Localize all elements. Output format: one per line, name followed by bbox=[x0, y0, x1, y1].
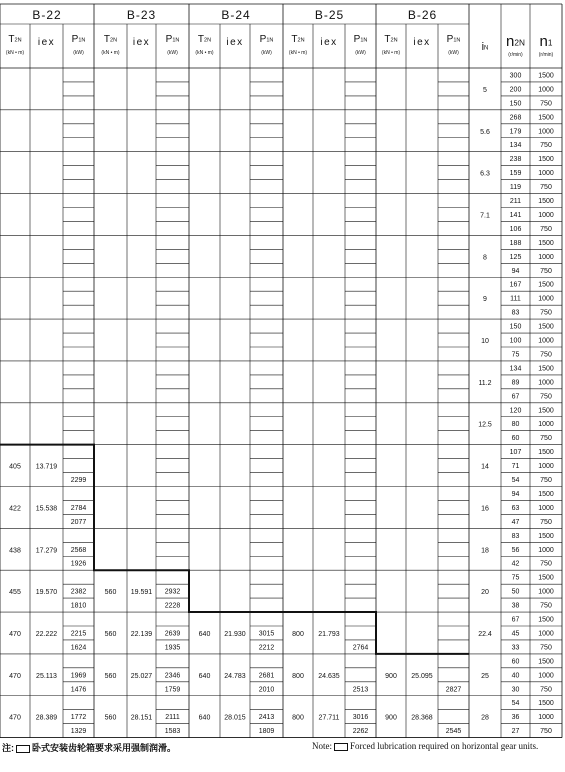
forced-lubrication-marker-icon bbox=[16, 745, 30, 753]
input-speed-value: 750 bbox=[540, 477, 552, 485]
output-speed-value: 50 bbox=[511, 588, 520, 596]
input-speed-value: 750 bbox=[540, 267, 552, 275]
power-value: 1935 bbox=[164, 644, 181, 652]
power-value: 2111 bbox=[165, 714, 180, 722]
input-speed-value: 750 bbox=[540, 560, 552, 568]
group-header-b-26: B-26 bbox=[407, 8, 438, 22]
column-header-power: P1N bbox=[259, 34, 274, 45]
input-speed-value: 750 bbox=[540, 602, 552, 610]
iex-value: 25.113 bbox=[36, 672, 57, 680]
group-header-b-23: B-23 bbox=[126, 8, 157, 22]
power-value: 2513 bbox=[352, 686, 369, 694]
output-speed-value: 42 bbox=[511, 560, 520, 568]
output-speed-value: 63 bbox=[511, 504, 520, 512]
column-header-iex: iex bbox=[226, 37, 244, 48]
ratio-value: 25 bbox=[481, 672, 489, 680]
power-value: 1969 bbox=[70, 672, 87, 680]
torque-value: 560 bbox=[104, 630, 117, 638]
input-speed-value: 1500 bbox=[538, 574, 554, 582]
ratio-value: 8 bbox=[483, 254, 487, 262]
output-speed-value: 75 bbox=[511, 574, 520, 582]
ratio-value: 6.3 bbox=[480, 170, 490, 178]
output-speed-value: 83 bbox=[511, 532, 520, 540]
column-header-torque: T2N bbox=[197, 34, 212, 45]
iex-value: 22.139 bbox=[130, 630, 153, 638]
output-speed-value: 67 bbox=[511, 393, 520, 401]
iex-value: 21.930 bbox=[224, 630, 246, 638]
iex-value: 28.389 bbox=[35, 714, 58, 722]
input-speed-value: 1500 bbox=[538, 700, 554, 708]
power-value: 2077 bbox=[70, 518, 87, 526]
group-header-b-24: B-24 bbox=[221, 8, 251, 22]
ratio-value: 22.4 bbox=[478, 630, 492, 638]
ratio-value: 5 bbox=[483, 86, 487, 94]
output-speed-value: 120 bbox=[509, 407, 522, 415]
output-speed-value: 83 bbox=[511, 309, 520, 317]
input-speed-value: 1000 bbox=[538, 714, 554, 722]
iex-value: 19.591 bbox=[130, 589, 153, 597]
power-value: 1476 bbox=[70, 686, 87, 694]
output-speed-value: 33 bbox=[511, 644, 520, 652]
ratio-value: 10 bbox=[481, 338, 489, 346]
power-value: 3016 bbox=[352, 714, 369, 722]
input-speed-value: 1500 bbox=[538, 449, 554, 457]
group-header-b-25: B-25 bbox=[314, 8, 345, 22]
output-speed-value: 200 bbox=[509, 86, 522, 94]
input-speed-value: 1000 bbox=[538, 421, 554, 429]
input-speed-value: 1000 bbox=[538, 295, 554, 303]
input-speed-value: 750 bbox=[540, 100, 552, 108]
power-value: 2681 bbox=[258, 672, 275, 680]
output-speed-value: 119 bbox=[509, 184, 522, 192]
input-speed-value: 1000 bbox=[538, 504, 554, 512]
iex-value: 25.095 bbox=[411, 672, 433, 680]
power-value: 1329 bbox=[70, 728, 87, 736]
power-value: 2932 bbox=[164, 588, 181, 596]
output-speed-value: 141 bbox=[509, 211, 522, 219]
output-speed-value: 56 bbox=[511, 546, 520, 554]
column-header-torque: T2N bbox=[291, 34, 305, 45]
torque-value: 900 bbox=[385, 714, 397, 722]
iex-value: 28.368 bbox=[411, 714, 433, 722]
input-speed-value: 1500 bbox=[538, 658, 554, 666]
input-speed-value: 1000 bbox=[538, 630, 554, 638]
output-speed-value: 36 bbox=[511, 714, 520, 722]
input-speed-value: 1500 bbox=[538, 281, 554, 289]
output-speed-value: 100 bbox=[509, 337, 522, 345]
torque-value: 560 bbox=[104, 714, 117, 722]
column-header-unit: (kN • m) bbox=[195, 50, 214, 56]
output-speed-value: 40 bbox=[511, 672, 520, 680]
torque-value: 560 bbox=[104, 672, 117, 680]
column-header-unit: (kW) bbox=[448, 50, 459, 56]
power-value: 2215 bbox=[70, 630, 87, 638]
output-speed-value: 54 bbox=[511, 477, 520, 485]
output-speed-value: 159 bbox=[509, 170, 522, 178]
output-speed-value: 179 bbox=[509, 128, 522, 136]
torque-value: 405 bbox=[9, 463, 21, 471]
ratio-value: 28 bbox=[481, 714, 489, 722]
column-header-iex: iex bbox=[413, 37, 431, 48]
output-speed-value: 125 bbox=[509, 253, 522, 261]
torque-value: 800 bbox=[292, 672, 304, 680]
input-speed-value: 1500 bbox=[538, 239, 554, 247]
ratio-value: 11.2 bbox=[478, 379, 492, 387]
input-speed-value: 1500 bbox=[538, 156, 554, 164]
column-header-torque: T2N bbox=[8, 34, 22, 45]
output-speed-value: 150 bbox=[509, 100, 522, 108]
input-speed-value: 750 bbox=[540, 184, 552, 192]
input-speed-value: 750 bbox=[540, 309, 552, 317]
power-value: 2228 bbox=[164, 602, 181, 610]
column-header-power: P1N bbox=[353, 34, 368, 45]
power-value: 1624 bbox=[70, 644, 87, 652]
input-speed-value: 1500 bbox=[538, 616, 554, 624]
output-speed-value: 80 bbox=[511, 421, 520, 429]
input-speed-value: 750 bbox=[540, 644, 552, 652]
output-speed-value: 268 bbox=[509, 114, 522, 122]
input-speed-value: 1500 bbox=[538, 365, 554, 373]
ratio-value: 18 bbox=[481, 547, 489, 555]
power-value: 2382 bbox=[70, 588, 87, 596]
power-value: 1583 bbox=[164, 728, 181, 736]
power-value: 1759 bbox=[164, 686, 181, 694]
output-speed-value: 94 bbox=[511, 267, 520, 275]
torque-value: 470 bbox=[9, 714, 21, 722]
torque-value: 560 bbox=[104, 589, 117, 597]
column-header-unit: (kW) bbox=[355, 50, 366, 56]
output-speed-value: 111 bbox=[510, 295, 521, 303]
iex-value: 24.783 bbox=[224, 672, 246, 680]
input-speed-value: 750 bbox=[540, 686, 552, 694]
input-speed-value: 1000 bbox=[538, 379, 554, 387]
output-speed-value: 67 bbox=[511, 616, 520, 624]
column-header-power: P1N bbox=[165, 34, 180, 45]
power-value: 2262 bbox=[352, 728, 369, 736]
power-value: 1810 bbox=[70, 602, 87, 610]
power-value: 1809 bbox=[258, 728, 275, 736]
output-speed-value: 27 bbox=[511, 728, 520, 736]
torque-value: 470 bbox=[9, 630, 21, 638]
power-value: 2545 bbox=[445, 728, 462, 736]
column-header-power: P1N bbox=[446, 34, 461, 45]
torque-value: 800 bbox=[292, 714, 304, 722]
output-speed-value: 300 bbox=[509, 72, 522, 80]
input-speed-value: 1500 bbox=[538, 72, 554, 80]
ratio-value: 12.5 bbox=[478, 421, 492, 429]
column-header-unit: (kN • m) bbox=[288, 50, 308, 56]
power-value: 3015 bbox=[258, 630, 275, 638]
chinese-note-text: 卧式安装齿轮箱要求采用强制润滑。 bbox=[32, 743, 177, 753]
column-header-iex: iex bbox=[320, 37, 338, 48]
column-header-iex: iex bbox=[37, 37, 56, 48]
group-header-b-22: B-22 bbox=[32, 8, 62, 22]
ratio-value: 9 bbox=[483, 296, 487, 304]
input-speed-value: 1000 bbox=[538, 463, 554, 471]
iex-value: 24.635 bbox=[318, 672, 340, 680]
torque-value: 640 bbox=[198, 630, 211, 638]
input-speed-value: 1000 bbox=[538, 546, 554, 554]
torque-value: 438 bbox=[9, 547, 21, 555]
iex-value: 21.793 bbox=[318, 630, 340, 638]
iex-value: 17.279 bbox=[35, 547, 58, 555]
ratio-value: 7.1 bbox=[480, 212, 490, 220]
output-speed-value: 106 bbox=[509, 225, 522, 233]
input-speed-value: 750 bbox=[540, 351, 552, 359]
chinese-note-prefix: 注: bbox=[2, 743, 14, 753]
power-value: 2346 bbox=[164, 672, 181, 680]
forced-lubrication-marker-icon bbox=[334, 743, 348, 751]
ratio-value: 14 bbox=[481, 463, 489, 471]
output-speed-value: 150 bbox=[509, 323, 522, 331]
input-speed-value: 1000 bbox=[538, 253, 554, 261]
output-speed-value: 211 bbox=[509, 198, 522, 206]
input-speed-value: 750 bbox=[540, 393, 552, 401]
column-header-ratio: iN bbox=[481, 41, 489, 53]
input-speed-value: 1500 bbox=[538, 532, 554, 540]
iex-value: 27.711 bbox=[318, 714, 340, 722]
output-speed-value: 107 bbox=[509, 449, 522, 457]
output-speed-value: 238 bbox=[509, 156, 522, 164]
output-speed-value: 94 bbox=[511, 490, 520, 498]
column-header-output-speed: n2N bbox=[506, 33, 525, 50]
output-speed-value: 60 bbox=[511, 435, 520, 443]
power-value: 2212 bbox=[258, 644, 275, 652]
input-speed-value: 750 bbox=[540, 142, 552, 150]
output-speed-value: 75 bbox=[511, 351, 520, 359]
iex-value: 19.570 bbox=[35, 589, 58, 597]
column-header-unit: (kW) bbox=[261, 50, 272, 56]
input-speed-value: 750 bbox=[540, 728, 552, 736]
english-note-prefix: Note: bbox=[312, 741, 332, 751]
ratio-value: 16 bbox=[481, 505, 489, 513]
chinese-note bbox=[2, 741, 176, 754]
iex-value: 15.538 bbox=[35, 505, 58, 513]
column-header-unit: (kW) bbox=[167, 50, 178, 56]
torque-value: 455 bbox=[9, 589, 21, 597]
column-header-unit: (kN • m) bbox=[101, 50, 120, 56]
torque-value: 800 bbox=[292, 630, 304, 638]
column-header-input-speed: n1 bbox=[539, 33, 553, 50]
column-header-output-speed-unit: (r/min) bbox=[508, 52, 523, 58]
column-header-unit: (kN • m) bbox=[5, 50, 25, 56]
iex-value: 13.719 bbox=[35, 463, 58, 471]
input-speed-value: 1000 bbox=[538, 86, 554, 94]
torque-value: 470 bbox=[9, 672, 21, 680]
output-speed-value: 45 bbox=[511, 630, 520, 638]
output-speed-value: 167 bbox=[509, 281, 522, 289]
output-speed-value: 47 bbox=[511, 518, 520, 526]
column-header-unit: (kW) bbox=[73, 50, 84, 56]
output-speed-value: 134 bbox=[509, 365, 522, 373]
column-header-input-speed-unit: (r/min) bbox=[538, 52, 554, 58]
input-speed-value: 1000 bbox=[538, 170, 554, 178]
torque-value: 422 bbox=[9, 505, 21, 513]
column-header-torque: T2N bbox=[103, 34, 118, 45]
power-value: 2784 bbox=[70, 504, 87, 512]
input-speed-value: 1000 bbox=[538, 211, 554, 219]
input-speed-value: 1500 bbox=[538, 323, 554, 331]
input-speed-value: 750 bbox=[540, 225, 552, 233]
input-speed-value: 1000 bbox=[538, 672, 554, 680]
ratio-value: 5.6 bbox=[480, 128, 490, 136]
column-header-unit: (kN • m) bbox=[381, 50, 401, 56]
column-header-iex: iex bbox=[132, 37, 151, 48]
input-speed-value: 1000 bbox=[538, 588, 554, 596]
output-speed-value: 134 bbox=[509, 142, 522, 150]
output-speed-value: 60 bbox=[511, 658, 520, 666]
ratio-value: 20 bbox=[481, 589, 489, 597]
input-speed-value: 1000 bbox=[538, 128, 554, 136]
iex-value: 22.222 bbox=[35, 630, 58, 638]
power-value: 2639 bbox=[164, 630, 181, 638]
power-value: 2827 bbox=[445, 686, 462, 694]
column-header-torque: T2N bbox=[384, 34, 398, 45]
output-speed-value: 188 bbox=[509, 239, 522, 247]
input-speed-value: 1500 bbox=[538, 407, 554, 415]
power-value: 1772 bbox=[70, 714, 87, 722]
output-speed-value: 30 bbox=[511, 686, 520, 694]
torque-value: 640 bbox=[198, 714, 211, 722]
power-value: 2010 bbox=[258, 686, 275, 694]
iex-value: 28.015 bbox=[224, 714, 246, 722]
output-speed-value: 71 bbox=[511, 463, 520, 471]
english-note bbox=[312, 741, 538, 751]
english-note-text: Forced lubrication required on horizontal gear units. bbox=[350, 741, 539, 751]
input-speed-value: 1500 bbox=[538, 198, 554, 206]
output-speed-value: 38 bbox=[511, 602, 520, 610]
power-value: 2568 bbox=[70, 546, 87, 554]
power-value: 2299 bbox=[70, 477, 87, 485]
iex-value: 25.027 bbox=[130, 672, 153, 680]
input-speed-value: 750 bbox=[540, 518, 552, 526]
power-value: 2413 bbox=[258, 714, 275, 722]
iex-value: 28.151 bbox=[130, 714, 153, 722]
input-speed-value: 1500 bbox=[538, 114, 554, 122]
input-speed-value: 1000 bbox=[538, 337, 554, 345]
torque-value: 640 bbox=[198, 672, 211, 680]
power-value: 1926 bbox=[70, 560, 87, 568]
column-header-power: P1N bbox=[71, 34, 86, 45]
power-value: 2764 bbox=[352, 644, 369, 652]
input-speed-value: 1500 bbox=[538, 490, 554, 498]
input-speed-value: 750 bbox=[540, 435, 552, 443]
output-speed-value: 54 bbox=[511, 700, 520, 708]
output-speed-value: 89 bbox=[511, 379, 520, 387]
torque-value: 900 bbox=[385, 672, 397, 680]
